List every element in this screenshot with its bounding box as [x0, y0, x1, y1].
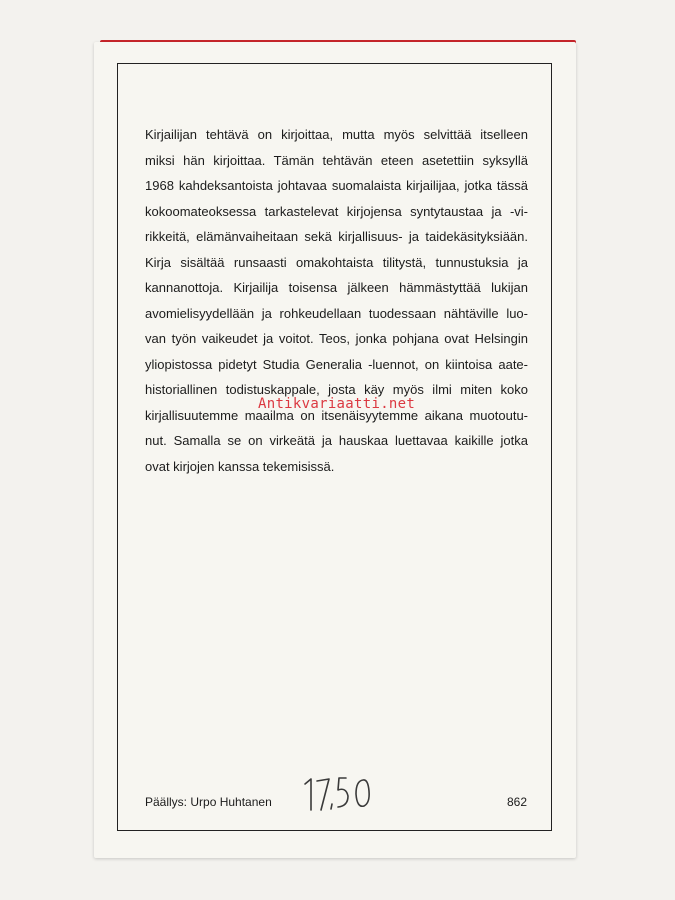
blurb-line: nut. Samalla se on virkeätä ja hauskaa luettavaa kaikille jotka — [145, 433, 528, 448]
blurb-line: rikkeitä, elämänvaiheitaan sekä kirjallisuus- ja taidekäsityksiään. — [145, 229, 528, 244]
watermark: Antikvariaatti.net — [258, 396, 416, 412]
blurb-line: 1968 kahdeksantoista johtavaa suomalaista kirjailijaa, jotka tässä — [145, 178, 528, 193]
blurb-line: kannanottoja. Kirjailija toisensa jälkeen hämmästyttää lukijan — [145, 280, 528, 295]
blurb-line: kokoomateoksessa tarkastelevat kirjojensa syntytaustaa ja -vi- — [145, 203, 528, 219]
blurb-line: historiallinen todistuskappale, josta käy myös ilmi miten koko — [145, 382, 528, 397]
handwritten-price — [300, 770, 380, 815]
blurb-line: Kirjailijan tehtävä on kirjoittaa, mutta myös selvittää itselleen — [145, 127, 528, 142]
blurb-line: avomielisyydellään ja rohkeudellaan tuodessaan nähtäville luo- — [145, 305, 528, 321]
blurb-line: Kirja sisältää runsaasti omakohtaista tilitystä, tunnustuksia ja — [145, 254, 528, 270]
catalog-number: 862 — [507, 795, 528, 809]
blurb-text — [145, 122, 528, 479]
cover-credit: Päällys: Urpo Huhtanen — [145, 795, 272, 809]
blurb-line: yliopistossa pidetyt Studia Generalia -luennot, on kiintoisa aate- — [145, 356, 528, 372]
blurb-line: ovat kirjojen kanssa tekemisissä. — [145, 458, 335, 474]
blurb-line: van työn vaikeudet ja voitot. Teos, jonka pohjana ovat Helsingin — [145, 331, 528, 346]
blurb-line: miksi hän kirjoittaa. Tämän tehtävän eteen asetettiin syksyllä — [145, 152, 528, 168]
blurb-line: kirjallisuutemme maailma on itsenäisyytemme aikana muotoutu- — [145, 407, 528, 423]
